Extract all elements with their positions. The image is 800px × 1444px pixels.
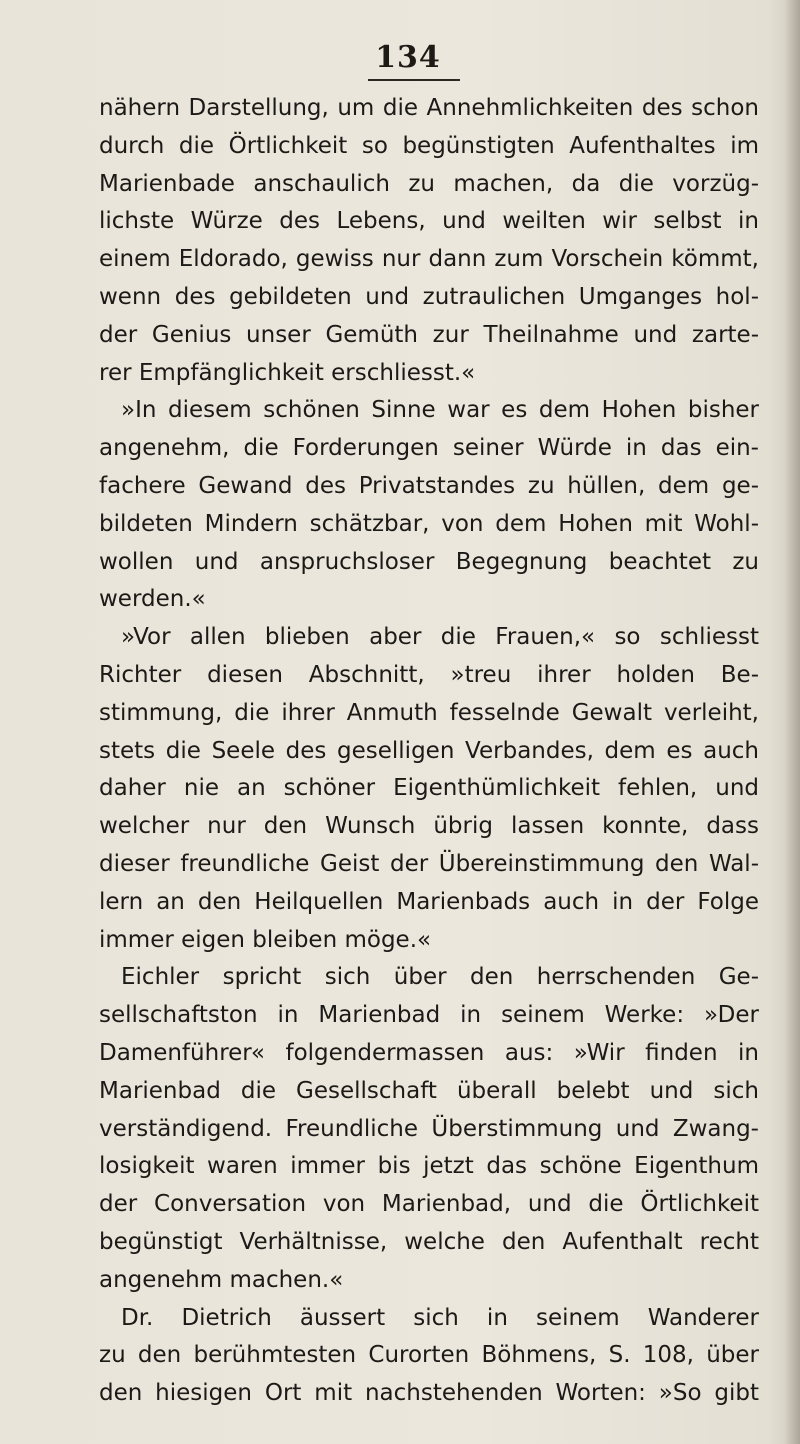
header-rule bbox=[368, 79, 460, 81]
text-line: angenehm machen.« bbox=[99, 1266, 344, 1293]
text-line: sellschaftston in Marienbad in seinem Werke: »Der bbox=[99, 1002, 759, 1029]
text-line: wollen und anspruchsloser Begegnung beachtet zu bbox=[99, 548, 759, 575]
text-line: verständigend. Freundliche Überstimmung und Zwang- bbox=[99, 1115, 759, 1142]
text-line: werden.« bbox=[99, 586, 206, 613]
text-line: nähern Darstellung, um die Annehmlichkeiten des schon bbox=[99, 95, 759, 121]
text-line: zu den berühmtesten Curorten Böhmens, S. 108, über bbox=[99, 1342, 759, 1369]
text-line: immer eigen bleiben möge.« bbox=[99, 926, 432, 953]
text-line: Marienbad die Gesellschaft überall belebt und sich bbox=[99, 1077, 759, 1104]
text-line: begünstigt Verhältnisse, welche den Aufenthalt recht bbox=[99, 1228, 759, 1255]
text-line: Eichler spricht sich über den herrschenden Ge- bbox=[121, 964, 759, 991]
text-line: einem Eldorado, gewiss nur dann zum Vorschein kömmt, bbox=[99, 246, 759, 273]
text-line: Damenführer« folgendermassen aus: »Wir finden in bbox=[99, 1039, 759, 1066]
text-line: den hiesigen Ort mit nachstehenden Worten: »So gibt bbox=[99, 1380, 759, 1407]
page-number: 134 bbox=[375, 40, 441, 75]
text-line: Dr. Dietrich äussert sich in seinem Wanderer bbox=[121, 1304, 759, 1331]
text-line: lern an den Heilquellen Marienbads auch in der Folge bbox=[99, 888, 759, 915]
text-line: »In diesem schönen Sinne war es dem Hohen bisher bbox=[121, 397, 759, 424]
text-line: stimmung, die ihrer Anmuth fesselnde Gewalt verleiht, bbox=[99, 699, 759, 726]
body-text bbox=[99, 90, 759, 1413]
text-line: dieser freundliche Geist der Übereinstimmung den Wal- bbox=[99, 850, 759, 877]
text-line: der Genius unser Gemüth zur Theilnahme und zarte- bbox=[99, 321, 759, 348]
text-line: »Vor allen blieben aber die Frauen,« so schliesst bbox=[121, 624, 759, 651]
text-line: der Conversation von Marienbad, und die Örtlichkeit bbox=[99, 1191, 759, 1218]
page-edge-shadow bbox=[784, 0, 800, 1444]
text-line: losigkeit waren immer bis jetzt das schöne Eigenthum bbox=[99, 1153, 759, 1180]
text-line: angenehm, die Forderungen seiner Würde in das ein- bbox=[99, 435, 759, 462]
text-line: daher nie an schöner Eigenthümlichkeit fehlen, und bbox=[99, 775, 759, 802]
text-line: wenn des gebildeten und zutraulichen Umganges hol- bbox=[99, 283, 759, 310]
text-line: lichste Würze des Lebens, und weilten wir selbst in bbox=[99, 208, 759, 235]
text-line: durch die Örtlichkeit so begünstigten Aufenthaltes im bbox=[99, 132, 759, 159]
text-line: welcher nur den Wunsch übrig lassen konnte, dass bbox=[99, 813, 759, 840]
text-line: bildeten Mindern schätzbar, von dem Hohen mit Wohl- bbox=[99, 510, 759, 537]
text-line: rer Empfänglichkeit erschliesst.« bbox=[99, 359, 476, 386]
text-line: stets die Seele des geselligen Verbandes, dem es auch bbox=[99, 737, 759, 764]
text-line: Richter diesen Abschnitt, »treu ihrer holden Be- bbox=[99, 661, 759, 688]
text-line: fachere Gewand des Privatstandes zu hüllen, dem ge- bbox=[99, 472, 759, 499]
text-line: Marienbade anschaulich zu machen, da die vorzüg- bbox=[99, 170, 759, 197]
